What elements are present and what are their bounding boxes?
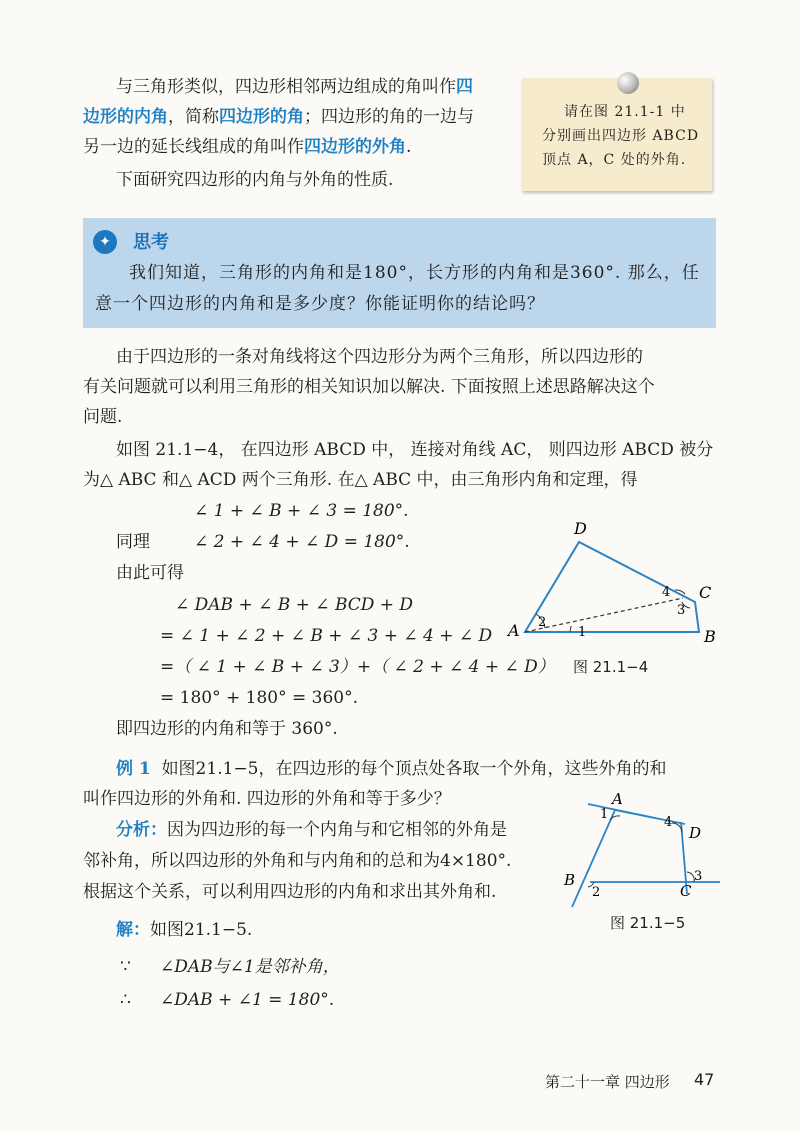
label-3: 3 — [694, 869, 703, 884]
side-note-text: 请在图 21.1-1 中 分别画出四边形 ABCD 顶点 A，C 处的外角. — [542, 104, 700, 168]
para-line-5: 为△ ABC 和△ ACD 两个三角形. 在△ ABC 中，由三角形内角和定理，得 — [83, 470, 638, 490]
label-1: 1 — [600, 807, 609, 822]
think-text: 我们知道，三角形的内角和是180°，长方形的内角和是360°. 那么，任 意一个四边形的内角和是多少度？你能证明你的结论吗？ — [95, 263, 700, 314]
proof-eq-1: ∠ 1 + ∠ B + ∠ 3 = 180°. — [194, 501, 409, 521]
therefore-symbol: ∴ — [120, 990, 131, 1010]
solution-line-3: ∠DAB + ∠1 = 180°. — [160, 990, 335, 1010]
solution-line-1: 解：如图21.1−5. — [116, 920, 253, 940]
proof-same-label: 同理 — [116, 532, 150, 552]
analysis-line-3: 根据这个关系，可以利用四边形的内角和求出其外角和. — [83, 882, 497, 902]
analysis-line-2: 邻补角，所以四边形的外角和与内角和的总和为4×180°. — [83, 851, 512, 871]
figure-21-1-5-caption: 图 21.1−5 — [610, 914, 686, 932]
intro-line-2: 边形的内角，简称四边形的角；四边形的角的一边与 — [83, 107, 474, 127]
label-c: C — [699, 583, 712, 602]
chapter-footer: 第二十一章 四边形 — [545, 1073, 670, 1091]
figure-21-1-4-caption: 图 21.1−4 — [573, 658, 649, 676]
side-ad — [615, 810, 685, 824]
para-line-3: 问题. — [83, 407, 123, 427]
analysis-line-1: 分析：因为四边形的每一个内角与和它相邻的外角是 — [116, 820, 507, 840]
quadrilateral-abcd — [525, 542, 699, 632]
proof-eq-4: = ∠ 1 + ∠ 2 + ∠ B + ∠ 3 + ∠ 4 + ∠ D — [160, 626, 493, 646]
label-c: C — [680, 882, 692, 900]
intro-line-1: 与三角形类似，四边形相邻两边组成的角叫作四 — [116, 77, 473, 97]
pin-icon — [617, 72, 639, 94]
figure-21-1-5 — [560, 792, 725, 910]
proof-thus-label: 由此可得 — [116, 563, 184, 583]
label-b: B — [564, 871, 576, 889]
label-a: A — [612, 792, 623, 808]
think-title: 思考 — [133, 232, 169, 253]
diagonal-ac — [525, 598, 686, 632]
label-1: 1 — [578, 625, 587, 640]
figure-21-1-4 — [500, 510, 725, 650]
label-2: 2 — [538, 615, 547, 630]
label-2: 2 — [592, 885, 601, 900]
solution-line-2: ∠DAB与∠1是邻补角， — [160, 957, 340, 977]
because-symbol: ∵ — [120, 957, 131, 977]
side-note — [522, 78, 712, 191]
page-number: 47 — [694, 1070, 715, 1089]
label-4: 4 — [664, 815, 673, 830]
label-4: 4 — [662, 585, 671, 600]
proof-eq-5: =（ ∠ 1 + ∠ B + ∠ 3）+（ ∠ 2 + ∠ 4 + ∠ D） — [160, 657, 555, 677]
para-line-1: 由于四边形的一条对角线将这个四边形分为两个三角形，所以四边形的 — [116, 347, 643, 367]
para-line-4: 如图 21.1−4， 在四边形 ABCD 中， 连接对角线 AC， 则四边形 ABCD 被分 — [116, 440, 714, 460]
lightbulb-icon: ✦ — [93, 230, 117, 254]
proof-conclusion: 即四边形的内角和等于 360°. — [116, 719, 338, 739]
example-line-1: 例 1 如图21.1−5，在四边形的每个顶点处各取一个外角，这些外角的和 — [116, 759, 667, 779]
para-line-2: 有关问题就可以利用三角形的相关知识加以解决. 下面按照上述思路解决这个 — [83, 377, 655, 397]
label-3: 3 — [677, 603, 686, 618]
label-d: D — [689, 824, 702, 842]
intro-line-4: 下面研究四边形的内角与外角的性质. — [116, 170, 394, 190]
example-line-2: 叫作四边形的外角和. 四边形的外角和等于多少？ — [83, 789, 451, 809]
label-d: D — [574, 519, 587, 538]
proof-eq-3: ∠ DAB + ∠ B + ∠ BCD + D — [175, 595, 414, 615]
label-b: B — [704, 627, 716, 646]
proof-eq-2: ∠ 2 + ∠ 4 + ∠ D = 180°. — [194, 532, 410, 552]
proof-eq-6: = 180° + 180° = 360°. — [160, 688, 358, 708]
label-a: A — [508, 621, 520, 640]
intro-line-3: 另一边的延长线组成的角叫作四边形的外角. — [83, 137, 412, 157]
think-box — [83, 218, 716, 328]
